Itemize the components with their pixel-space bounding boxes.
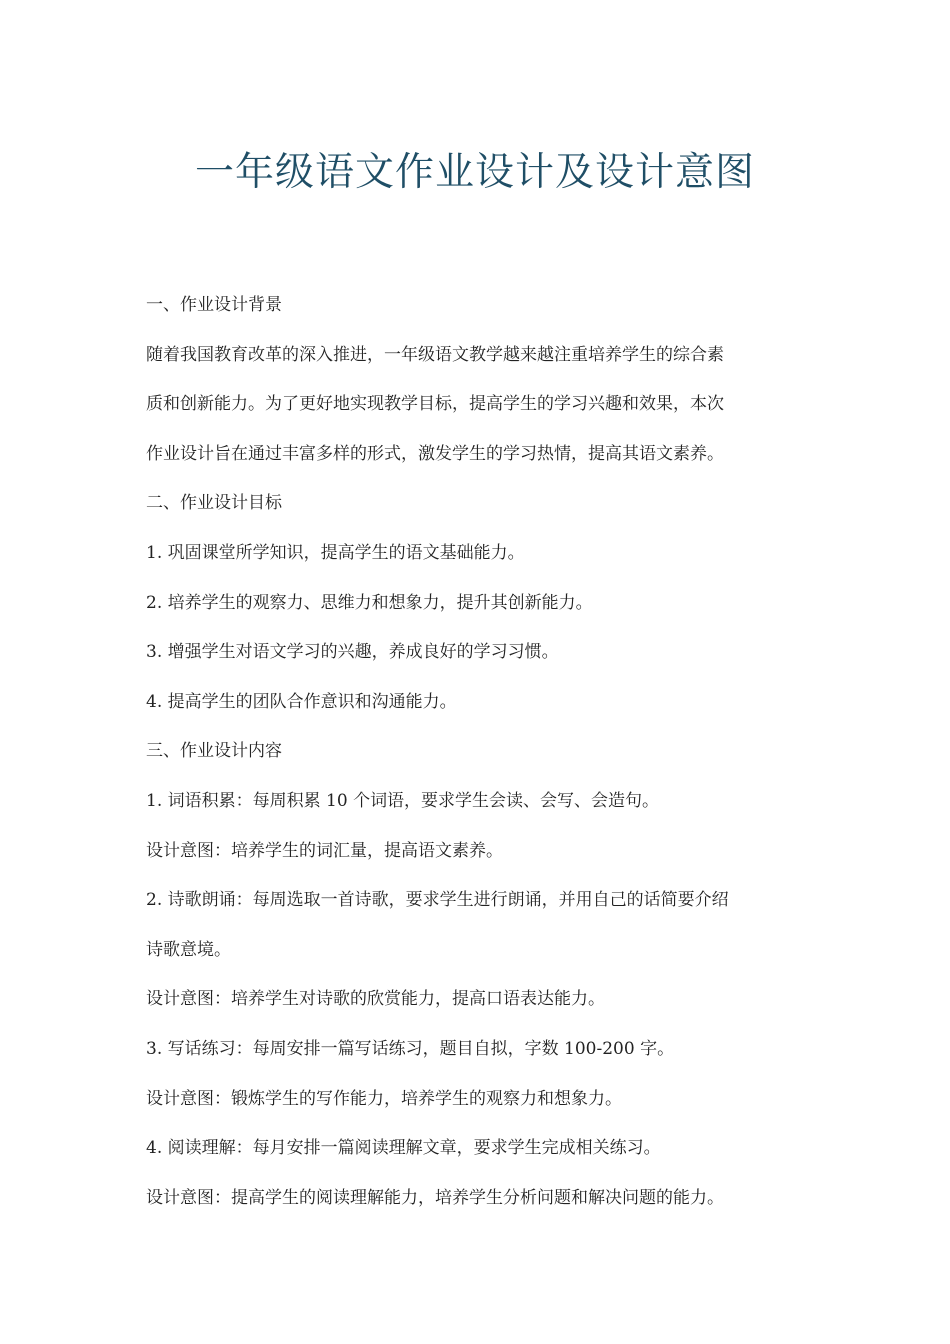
design-intent: 设计意图：培养学生对诗歌的欣赏能力，提高口语表达能力。 <box>146 989 605 1010</box>
content-item: 2. 诗歌朗诵：每周选取一首诗歌，要求学生进行朗诵，并用自己的话简要介绍 <box>146 890 729 911</box>
paragraph-line: 作业设计旨在通过丰富多样的形式，激发学生的学习热情，提高其语文素养。 <box>146 443 724 464</box>
goal-item: 2. 培养学生的观察力、思维力和想象力，提升其创新能力。 <box>146 592 593 613</box>
content-item-continuation: 诗歌意境。 <box>146 939 231 960</box>
document-title: 一年级语文作业设计及设计意图 <box>194 150 755 195</box>
content-item: 3. 写话练习：每周安排一篇写话练习，题目自拟，字数 100-200 字。 <box>146 1038 675 1059</box>
design-intent: 设计意图：提高学生的阅读理解能力，培养学生分析问题和解决问题的能力。 <box>146 1187 724 1208</box>
section-heading-background: 一、作业设计背景 <box>146 295 282 315</box>
goal-item: 4. 提高学生的团队合作意识和沟通能力。 <box>146 691 457 712</box>
section-heading-content: 三、作业设计内容 <box>146 741 282 762</box>
design-intent: 设计意图：锻炼学生的写作能力，培养学生的观察力和想象力。 <box>146 1088 622 1109</box>
design-intent: 设计意图：培养学生的词汇量，提高语文素养。 <box>146 840 503 861</box>
paragraph-line: 质和创新能力。为了更好地实现教学目标，提高学生的学习兴趣和效果，本次 <box>146 394 724 415</box>
section-heading-goals: 二、作业设计目标 <box>146 493 282 514</box>
content-item: 1. 词语积累：每周积累 10 个词语，要求学生会读、会写、会造句。 <box>146 790 660 811</box>
paragraph-line: 随着我国教育改革的深入推进，一年级语文教学越来越注重培养学生的综合素 <box>146 344 724 365</box>
content-item: 4. 阅读理解：每月安排一篇阅读理解文章，要求学生完成相关练习。 <box>146 1138 661 1159</box>
document-body <box>146 286 826 1228</box>
goal-item: 1. 巩固课堂所学知识，提高学生的语文基础能力。 <box>146 542 525 563</box>
goal-item: 3. 增强学生对语文学习的兴趣，养成良好的学习习惯。 <box>146 642 559 663</box>
